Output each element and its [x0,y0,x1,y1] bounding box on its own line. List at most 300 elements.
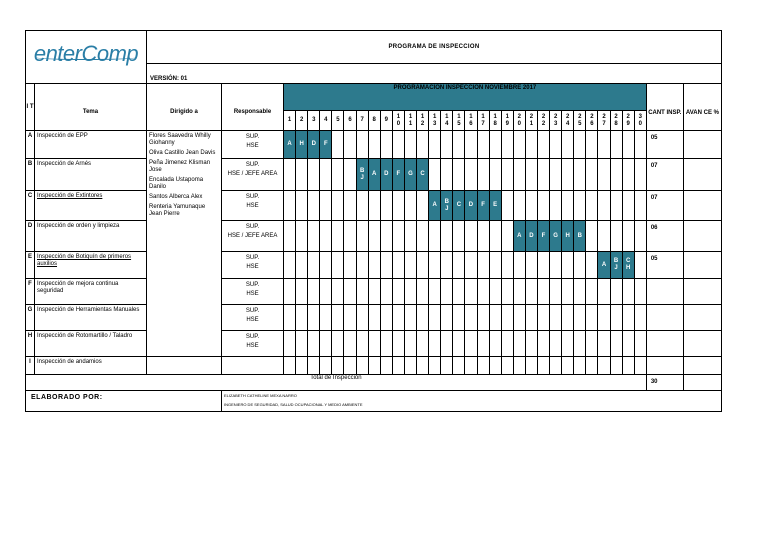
scheduled-day: G [404,159,416,191]
row-tema: Inspección de mejora continua seguridad [35,279,147,305]
day-number: 7 [356,111,368,131]
header-cant: CANT INSP. [646,84,683,131]
row-avance [683,305,721,331]
day-cell [634,357,646,375]
day-cell [356,131,368,159]
resp-line-1: SUP. [245,255,260,261]
elaborado-label: ELABORADO POR: [26,391,222,412]
day-cell [392,131,404,159]
day-cell [404,252,416,279]
row-item-code: F [26,279,35,305]
scheduled-day: H [562,221,574,252]
day-cell [368,305,380,331]
day-number: 1 8 [489,111,501,131]
resp-line-2: HSE [246,143,259,149]
day-cell [417,331,429,357]
day-cell [574,305,586,331]
dirigido-name: Oliva Castillo Jean Davis [149,150,216,156]
day-cell [368,252,380,279]
day-cell [574,159,586,191]
day-cell [308,357,320,375]
day-cell [332,305,344,331]
day-cell [586,191,598,221]
day-cell [525,252,537,279]
day-cell [404,131,416,159]
day-cell [562,131,574,159]
day-cell [513,331,525,357]
day-cell [477,252,489,279]
header-responsable: Responsable [222,84,284,131]
row-responsable [222,159,284,191]
day-cell [550,191,562,221]
day-cell [284,159,296,191]
day-cell [598,279,610,305]
resp-line-1: SUP. [245,134,260,140]
day-cell [465,305,477,331]
day-cell [598,159,610,191]
day-cell [429,357,441,375]
day-cell [598,131,610,159]
day-cell [477,221,489,252]
day-cell [634,279,646,305]
day-cell [417,221,429,252]
scheduled-day: A [598,252,610,279]
header-tema: Tema [35,84,147,131]
day-number: 2 5 [574,111,586,131]
day-cell [562,357,574,375]
scheduled-day: F [477,191,489,221]
day-cell [380,331,392,357]
day-cell [465,279,477,305]
day-cell [441,305,453,331]
day-cell [332,252,344,279]
row-cant: 07 [646,191,683,221]
day-cell [513,357,525,375]
elaborado-names [222,391,722,412]
day-cell [634,131,646,159]
day-number: 2 2 [537,111,549,131]
day-cell [392,331,404,357]
day-cell [368,131,380,159]
day-cell [477,305,489,331]
row-responsable [222,191,284,221]
day-cell [344,305,356,331]
day-number: 8 [368,111,380,131]
day-cell [598,331,610,357]
day-cell [392,279,404,305]
logo-text: enterComp [33,41,139,66]
row-responsable [222,305,284,331]
row-item-code: E [26,252,35,279]
row-item-code: I [26,357,35,375]
day-cell [320,357,332,375]
day-cell [537,357,549,375]
day-number: 6 [344,111,356,131]
day-cell [368,331,380,357]
day-number: 2 8 [610,111,622,131]
day-cell [574,357,586,375]
day-cell [356,279,368,305]
day-cell [537,252,549,279]
day-cell [489,305,501,331]
row-tema: Inspección de Arnés [35,159,147,191]
dirigido-empty [147,357,222,375]
day-cell [586,357,598,375]
day-cell [296,357,308,375]
scheduled-day: C [453,191,465,221]
scheduled-day: B J [441,191,453,221]
day-cell [634,159,646,191]
day-cell [489,221,501,252]
day-cell [417,357,429,375]
day-cell [296,221,308,252]
scheduled-day: B [574,221,586,252]
resp-line-2: HSE / JEFE AREA [227,171,278,177]
day-cell [610,305,622,331]
day-cell [537,131,549,159]
day-number: 3 [308,111,320,131]
day-cell [284,279,296,305]
scheduled-day: A [513,221,525,252]
day-cell [574,331,586,357]
author-role: INGENIERO DE SEGURIDAD, SALUD OCUPACIONAL Y MEDIO AMBIENTE [224,402,363,407]
day-cell [441,357,453,375]
day-cell [453,252,465,279]
day-cell [622,221,634,252]
day-cell [586,252,598,279]
day-cell [441,252,453,279]
day-cell [332,221,344,252]
row-responsable [222,221,284,252]
logo-swoosh [36,55,136,60]
row-item-code: B [26,159,35,191]
day-cell [550,357,562,375]
day-cell [429,159,441,191]
day-number: 1 9 [501,111,513,131]
day-cell [537,331,549,357]
day-cell [634,221,646,252]
scheduled-day: D [380,159,392,191]
scheduled-day: A [429,191,441,221]
day-cell [525,305,537,331]
day-cell [562,279,574,305]
day-cell [320,305,332,331]
scheduled-day: D [308,131,320,159]
day-cell [562,331,574,357]
resp-line-2: HSE [246,317,259,323]
dirigido-name: Santos Alberca Alex [149,194,203,200]
day-cell [356,357,368,375]
day-cell [634,252,646,279]
day-cell [550,159,562,191]
day-number: 1 [284,111,296,131]
row-avance [683,159,721,191]
day-cell [453,221,465,252]
day-cell [320,331,332,357]
day-cell [574,131,586,159]
day-cell [380,279,392,305]
day-cell [284,305,296,331]
day-cell [622,331,634,357]
day-cell [344,191,356,221]
day-cell [489,357,501,375]
day-cell [296,331,308,357]
day-cell [586,279,598,305]
day-number: 3 0 [634,111,646,131]
row-item-code: C [26,191,35,221]
scheduled-day: B J [356,159,368,191]
row-responsable [222,252,284,279]
day-cell [441,159,453,191]
day-cell [429,305,441,331]
dirigido-name: Renteria Yamunaque Jean Pierre [149,204,206,217]
day-cell [610,357,622,375]
day-cell [465,221,477,252]
row-cant: 05 [646,131,683,159]
day-cell [634,305,646,331]
day-cell [296,305,308,331]
resp-line-1: SUP. [245,224,260,230]
day-cell [356,305,368,331]
scheduled-day: H [296,131,308,159]
row-responsable [222,279,284,305]
day-cell [344,331,356,357]
day-cell [610,221,622,252]
day-cell [501,331,513,357]
header-item: I T [26,84,35,131]
day-cell [320,221,332,252]
row-avance [683,131,721,159]
day-cell [501,221,513,252]
logo-cell [26,31,147,84]
day-cell [537,305,549,331]
resp-line-2: HSE [246,264,259,270]
day-cell [489,131,501,159]
row-avance [683,331,721,357]
day-cell [574,279,586,305]
dirigido-name: Flores Saavedra Whilly Giohanny [149,133,211,146]
day-cell [477,357,489,375]
day-number: 4 [320,111,332,131]
day-number: 2 0 [513,111,525,131]
day-cell [562,252,574,279]
day-cell [284,331,296,357]
day-cell [417,305,429,331]
day-cell [320,191,332,221]
day-cell [429,279,441,305]
dirigido-name: Encalada Ustapoma Danilo [149,177,204,190]
day-number: 2 1 [525,111,537,131]
day-cell [598,191,610,221]
row-avance [683,221,721,252]
day-cell [574,191,586,221]
day-cell [284,191,296,221]
header-dirigido: Dirigido a [147,84,222,131]
day-number: 1 0 [392,111,404,131]
row-item-code: H [26,331,35,357]
day-cell [501,131,513,159]
day-cell [525,357,537,375]
day-cell [417,252,429,279]
row-tema: Inspección de Herramientas Manuales [35,305,147,331]
day-cell [308,191,320,221]
day-cell [453,159,465,191]
day-cell [537,279,549,305]
day-cell [344,252,356,279]
day-cell [344,357,356,375]
day-cell [308,279,320,305]
day-cell [368,221,380,252]
day-number: 1 5 [453,111,465,131]
programacion-header: PROGRAMACION INSPECCION NOVIEMBRE 2017 [284,84,647,111]
day-cell [550,131,562,159]
author-name: ELIZABETH CATHELINE MEXA NARRO [224,393,297,398]
version-label: VERSIÓN: 01 [147,64,722,84]
day-cell [308,221,320,252]
day-cell [308,331,320,357]
day-cell [417,131,429,159]
day-cell [417,191,429,221]
day-cell [404,305,416,331]
day-cell [586,159,598,191]
row-tema: Inspección de EPP [35,131,147,159]
day-number: 1 2 [417,111,429,131]
day-cell [550,252,562,279]
day-cell [296,252,308,279]
day-cell [308,305,320,331]
day-cell [368,191,380,221]
day-cell [380,252,392,279]
day-cell [477,159,489,191]
day-cell [622,357,634,375]
day-cell [550,279,562,305]
day-cell [296,191,308,221]
day-cell [392,357,404,375]
day-cell [392,305,404,331]
day-cell [513,191,525,221]
day-cell [465,331,477,357]
day-cell [525,131,537,159]
resp-line-1: SUP. [245,308,260,314]
day-number: 5 [332,111,344,131]
page-title: PROGRAMA DE INSPECCION [147,31,722,64]
day-cell [489,331,501,357]
day-cell [429,331,441,357]
scheduled-day: G [550,221,562,252]
day-number: 2 9 [622,111,634,131]
day-cell [465,357,477,375]
day-cell [453,279,465,305]
day-cell [501,191,513,221]
inspection-program-sheet [25,30,719,417]
day-cell [622,279,634,305]
day-cell [610,279,622,305]
resp-line-1: SUP. [245,194,260,200]
row-avance [683,279,721,305]
row-item-code: D [26,221,35,252]
day-cell [550,305,562,331]
day-cell [586,221,598,252]
row-responsable [222,357,284,375]
day-cell [489,159,501,191]
row-tema: Inspección de andamios [35,357,147,375]
day-cell [404,331,416,357]
day-number: 2 7 [598,111,610,131]
day-cell [332,191,344,221]
row-item-code: A [26,131,35,159]
day-cell [332,279,344,305]
day-number: 1 4 [441,111,453,131]
day-cell [489,279,501,305]
scheduled-day: F [320,131,332,159]
day-cell [465,159,477,191]
day-cell [356,191,368,221]
day-cell [284,357,296,375]
day-cell [477,131,489,159]
day-cell [598,221,610,252]
row-cant: 06 [646,221,683,252]
day-number: 1 1 [404,111,416,131]
scheduled-day: C [417,159,429,191]
day-cell [453,131,465,159]
day-cell [284,221,296,252]
resp-line-2: HSE [246,203,259,209]
day-cell [296,279,308,305]
day-cell [622,131,634,159]
day-cell [513,159,525,191]
resp-line-2: HSE / JEFE AREA [227,233,278,239]
total-value: 30 [646,375,683,391]
row-cant: 07 [646,159,683,191]
row-tema: Inspección de Rotomartillo / Taladro [35,331,147,357]
day-cell [332,131,344,159]
day-cell [453,357,465,375]
row-cant [646,357,683,375]
day-cell [586,305,598,331]
day-cell [380,191,392,221]
day-cell [598,305,610,331]
row-cant [646,279,683,305]
row-item-code: G [26,305,35,331]
row-tema: Inspección de Botiquín de primeros auxilios [35,252,147,279]
day-cell [344,221,356,252]
row-cant [646,331,683,357]
day-number: 1 6 [465,111,477,131]
row-avance [683,357,721,375]
day-cell [356,252,368,279]
day-cell [441,221,453,252]
resp-line-2: HSE [246,343,259,349]
day-cell [332,357,344,375]
header-avance: AVAN CE % [683,84,721,131]
day-cell [392,221,404,252]
scheduled-day: A [284,131,296,159]
day-cell [441,131,453,159]
day-cell [598,357,610,375]
row-avance [683,252,721,279]
row-avance [683,191,721,221]
day-cell [320,252,332,279]
scheduled-day: D [525,221,537,252]
day-cell [610,191,622,221]
day-cell [284,252,296,279]
resp-line-1: SUP. [245,162,260,168]
day-cell [477,331,489,357]
day-cell [634,331,646,357]
day-cell [501,159,513,191]
day-cell [525,191,537,221]
day-cell [380,221,392,252]
